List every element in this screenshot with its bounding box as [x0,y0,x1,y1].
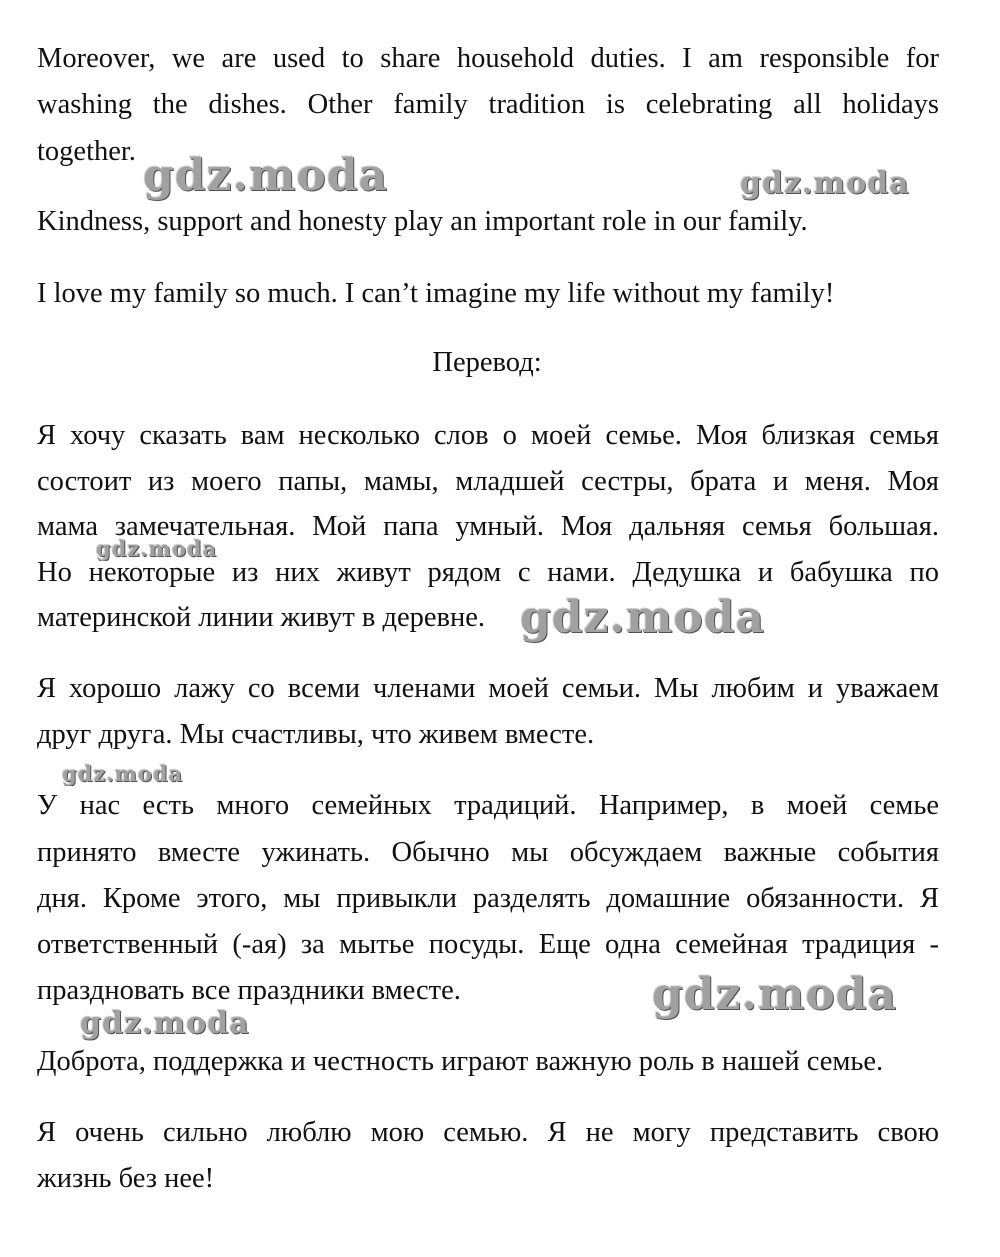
watermark: gdz.moda [96,536,218,561]
russian-p1-line-5: материнской линии живут в деревне. [37,602,486,633]
russian-p2-line-2: друг друга. Мы счастливы, что живем вместе. [37,719,595,750]
english-paragraph-3: I love my family so much. I can’t imagine my life without my family! [37,278,835,309]
watermark: gdz.moda [652,969,898,1020]
russian-p5-line-1: Я очень сильно люблю мою семью. Я не могу представить свою [37,1117,939,1148]
russian-p1-line-2: состоит из моего папы, мамы, младшей сестры, брата и меня. Моя [37,466,939,497]
english-line-2: washing the dishes. Other family tradition is celebrating all holidays [37,89,939,120]
watermark: gdz.moda [80,1006,250,1041]
russian-p1-line-1: Я хочу сказать вам несколько слов о моей семье. Моя близкая семья [37,420,939,451]
russian-p1-line-3: мама замечательная. Мой папа умный. Моя дальняя семья большая. [37,511,939,542]
russian-p2-line-1: Я хорошо лажу со всеми членами моей семьи. Мы любим и уважаем [37,673,939,704]
english-paragraph-2: Kindness, support and honesty play an important role in our family. [37,206,808,237]
watermark: gdz.moda [740,166,910,201]
english-line-1: Moreover, we are used to share household duties. I am responsible for [37,43,939,74]
watermark: gdz.moda [520,592,766,643]
watermark: gdz.moda [143,150,389,201]
translation-heading: Перевод: [432,347,542,378]
watermark: gdz.moda [62,761,184,786]
russian-p5-line-2: жизнь без нее! [37,1163,215,1194]
russian-paragraph-4: Доброта, поддержка и честность играют важную роль в нашей семье. [37,1046,884,1077]
russian-p3-line-1: У нас есть много семейных традиций. Например, в моей семье [37,790,939,821]
english-line-3: together. [37,136,136,167]
russian-p3-line-4: ответственный (-ая) за мытье посуды. Еще одна семейная традиция - [37,929,939,960]
russian-p3-line-2: принято вместе ужинать. Обычно мы обсуждаем важные события [37,837,939,868]
russian-p3-line-3: дня. Кроме этого, мы привыкли разделять домашние обязанности. Я [37,883,939,914]
russian-p3-line-5: праздновать все праздники вместе. [37,975,461,1006]
russian-p1-line-4: Но некоторые из них живут рядом с нами. Дедушка и бабушка по [37,557,939,588]
